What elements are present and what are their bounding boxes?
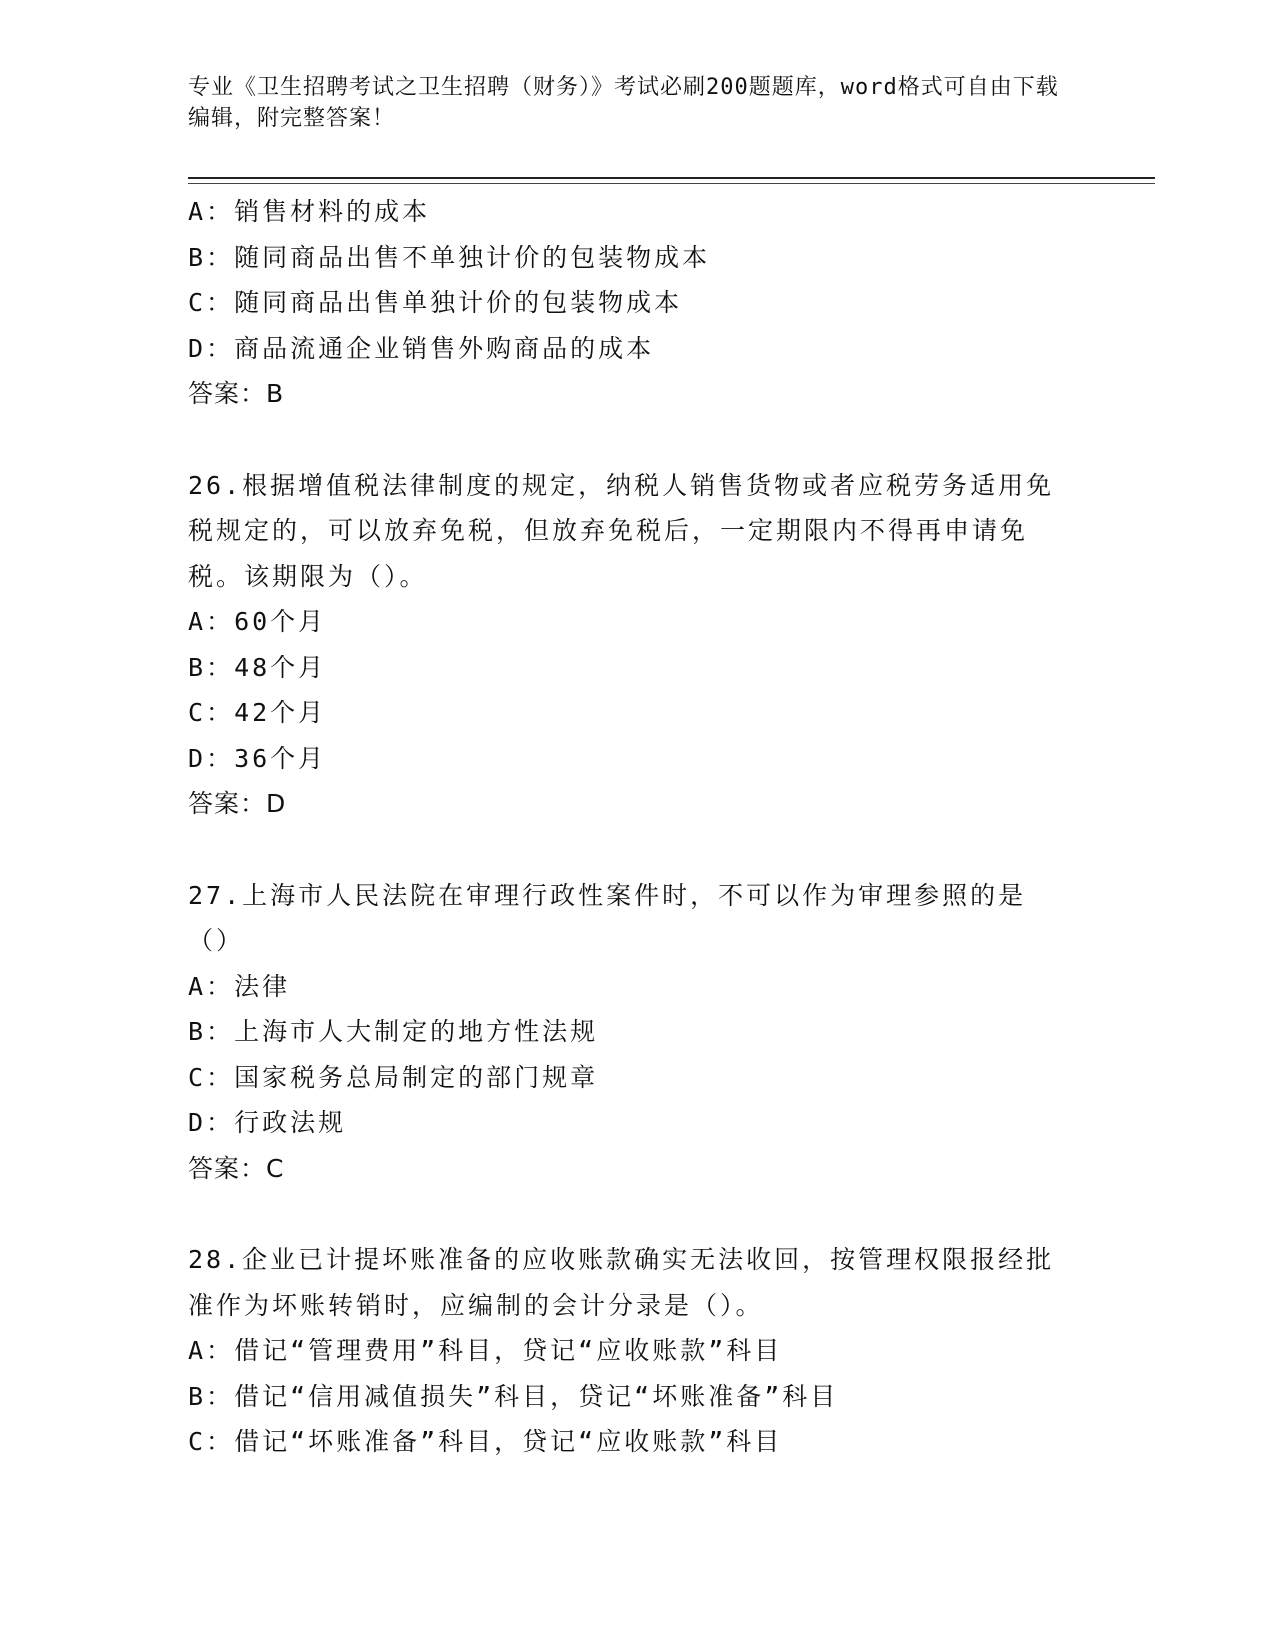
question-25-continued <box>188 189 1078 417</box>
option-a: A：借记“管理费用”科目，贷记“应收账款”科目 <box>188 1336 783 1365</box>
option-b: B：上海市人大制定的地方性法规 <box>188 1017 599 1046</box>
option-d: D：商品流通企业销售外购商品的成本 <box>188 333 655 363</box>
question-27 <box>188 873 1078 1192</box>
answer-line: 答案：C <box>188 1153 285 1183</box>
option-d: D：36个月 <box>188 743 327 773</box>
option-c: C：42个月 <box>188 698 327 727</box>
option-c: C：国家税务总局制定的部门规章 <box>188 1062 599 1092</box>
page-header: 专业《卫生招聘考试之卫生招聘（财务）》考试必刷200题题库，word格式可自由下载编辑，附完整答案！ <box>188 75 1059 131</box>
question-text: 28.企业已计提坏账准备的应收账款确实无法收回，按管理权限报经批准作为坏账转销时，应编制的会计分录是（）。 <box>188 1245 1055 1320</box>
answer-line: 答案：D <box>188 789 287 818</box>
option-c: C：随同商品出售单独计价的包装物成本 <box>188 288 683 317</box>
option-a: A：销售材料的成本 <box>188 197 431 226</box>
header-divider-thin <box>188 183 1155 184</box>
option-b: B：借记“信用减值损失”科目，贷记“坏账准备”科目 <box>188 1381 839 1411</box>
option-d: D：行政法规 <box>188 1108 347 1137</box>
header-divider-thick <box>188 177 1155 179</box>
document-body <box>188 189 1078 1465</box>
option-b: B：随同商品出售不单独计价的包装物成本 <box>188 242 711 272</box>
question-26 <box>188 463 1078 827</box>
option-c: C：借记“坏账准备”科目，贷记“应收账款”科目 <box>188 1427 783 1456</box>
question-28 <box>188 1237 1078 1465</box>
question-text: 26.根据增值税法律制度的规定，纳税人销售货物或者应税劳务适用免税规定的，可以放弃免税，但放弃免税后，一定期限内不得再申请免税。该期限为（）。 <box>188 470 1055 591</box>
option-a: A：60个月 <box>188 607 327 636</box>
option-b: B：48个月 <box>188 652 327 682</box>
answer-line: 答案：B <box>188 379 285 408</box>
option-a: A：法律 <box>188 971 291 1001</box>
question-text: 27.上海市人民法院在审理行政性案件时，不可以作为审理参照的是（） <box>188 880 1027 955</box>
